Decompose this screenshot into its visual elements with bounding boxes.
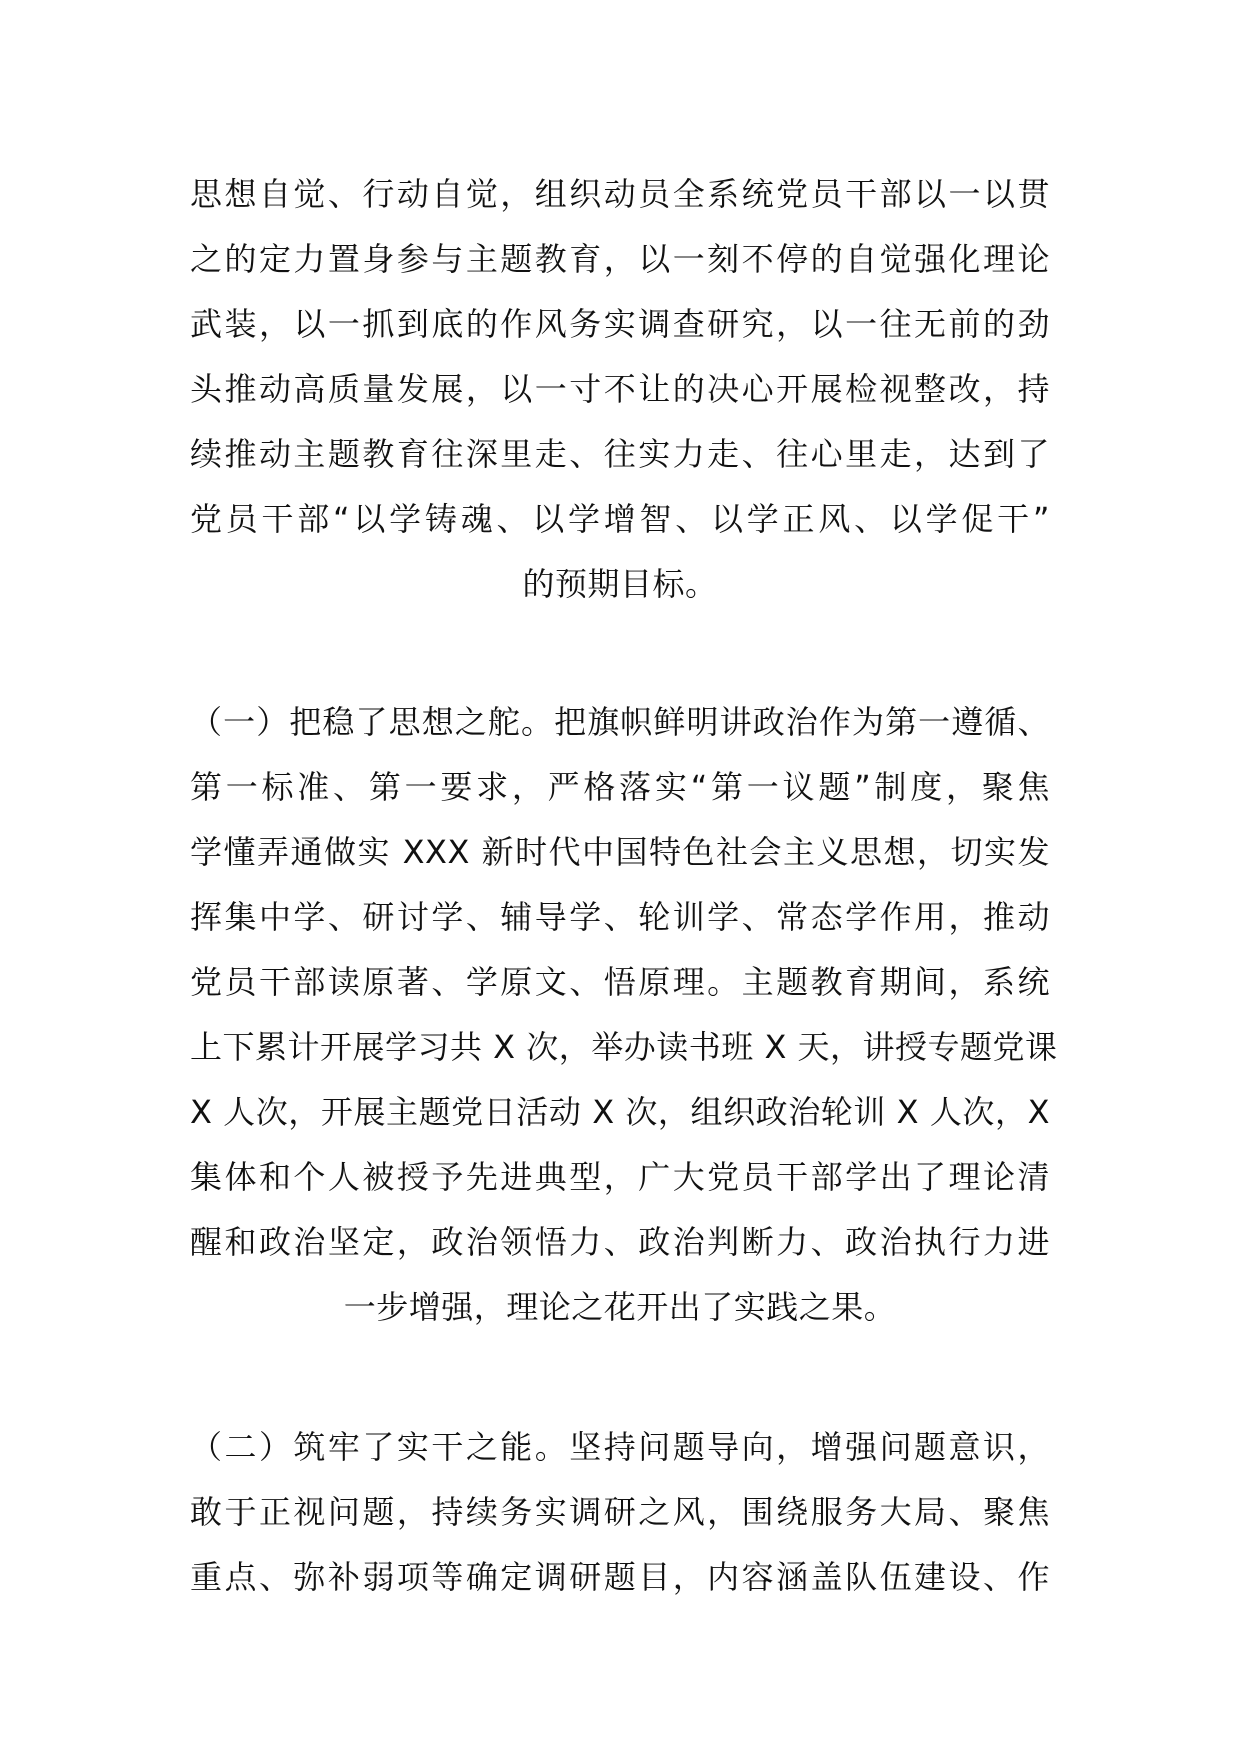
text-line: 第一标准、第一要求，严格落实“第一议题”制度，聚焦 bbox=[190, 768, 1050, 806]
text-line: 集体和个人被授予先进典型，广大党员干部学出了理论清 bbox=[190, 1158, 1050, 1196]
text-line: 学懂弄通做实 XXX 新时代中国特色社会主义思想，切实发 bbox=[190, 833, 1050, 871]
text-line: 的预期目标。 bbox=[522, 565, 718, 603]
text-line: 之的定力置身参与主题教育，以一刻不停的自觉强化理论 bbox=[190, 240, 1050, 278]
text-line: 挥集中学、研讨学、辅导学、轮训学、常态学作用，推动 bbox=[190, 898, 1050, 936]
text-line: （二）筑牢了实干之能。坚持问题导向，增强问题意识， bbox=[190, 1428, 1050, 1466]
text-line: 续推动主题教育往深里走、往实力走、往心里走，达到了 bbox=[190, 435, 1050, 473]
text-line: 党员干部读原著、学原文、悟原理。主题教育期间，系统 bbox=[190, 963, 1050, 1001]
text-line: 上下累计开展学习共 X 次，举办读书班 X 天，讲授专题党课 bbox=[190, 1028, 1058, 1066]
text-line: 醒和政治坚定，政治领悟力、政治判断力、政治执行力进 bbox=[190, 1223, 1050, 1261]
text-line: 敢于正视问题，持续务实调研之风，围绕服务大局、聚焦 bbox=[190, 1493, 1050, 1531]
paragraph-2 bbox=[190, 690, 1058, 1340]
text-line: X 人次，开展主题党日活动 X 次，组织政治轮训 X 人次，X bbox=[190, 1093, 1050, 1131]
text-line: 重点、弥补弱项等确定调研题目，内容涵盖队伍建设、作 bbox=[190, 1558, 1050, 1596]
paragraph-1 bbox=[190, 162, 1050, 617]
text-line: 思想自觉、行动自觉，组织动员全系统党员干部以一以贯 bbox=[190, 175, 1050, 213]
text-line: 党员干部“以学铸魂、以学增智、以学正风、以学促干” bbox=[190, 500, 1050, 538]
paragraph-3 bbox=[190, 1415, 1050, 1610]
text-line: 一步增强，理论之花开出了实践之果。 bbox=[343, 1288, 897, 1326]
text-line: （一）把稳了思想之舵。把旗帜鲜明讲政治作为第一遵循、 bbox=[190, 703, 1050, 741]
text-line: 头推动高质量发展，以一寸不让的决心开展检视整改，持 bbox=[190, 370, 1050, 408]
text-line: 武装，以一抓到底的作风务实调查研究，以一往无前的劲 bbox=[190, 305, 1050, 343]
